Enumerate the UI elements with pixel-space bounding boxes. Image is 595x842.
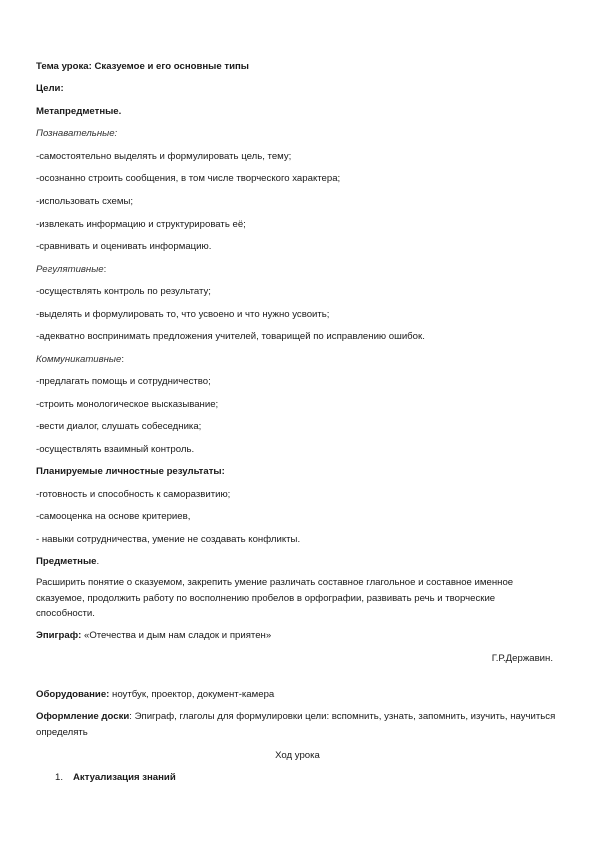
communicative-item: -вести диалог, слушать собеседника; [36, 421, 202, 432]
communicative-heading-text: Коммуникативные [36, 354, 122, 365]
regulatory-heading-text: Регулятивные [36, 264, 104, 275]
communicative-item: -осуществлять взаимный контроль. [36, 444, 195, 455]
lesson-flow-heading: Ход урока [275, 750, 320, 761]
communicative-heading-suffix: : [121, 354, 124, 365]
epigraph-label: Эпиграф: [36, 630, 82, 641]
step-title: Актуализация знаний [73, 772, 176, 783]
meta-heading: Метапредметные. [36, 106, 122, 117]
communicative-heading [36, 354, 124, 366]
regulatory-item: -осуществлять контроль по результату; [36, 286, 211, 297]
epigraph-text: «Отечества и дым нам сладок и приятен» [81, 630, 272, 641]
board-design [36, 709, 556, 740]
communicative-item: -строить монологическое высказывание; [36, 399, 219, 410]
regulatory-heading [36, 264, 106, 276]
goals-heading: Цели: [36, 83, 64, 94]
subject-heading-text: Предметные [36, 556, 97, 567]
equipment-label: Оборудование: [36, 689, 110, 700]
regulatory-item: -выделять и формулировать то, что усвоено и что нужно усвоить; [36, 309, 330, 320]
topic-value: Сказуемое и его основные типы [94, 61, 249, 72]
communicative-item: -предлагать помощь и сотрудничество; [36, 376, 211, 387]
board-label: Оформление доски [36, 711, 130, 722]
epigraph-author: Г.Р.Державин. [491, 653, 553, 664]
personal-results-heading: Планируемые личностные результаты: [36, 466, 225, 477]
personal-item: - навыки сотрудничества, умение не создавать конфликты. [36, 534, 301, 545]
equipment [36, 689, 274, 701]
cognitive-item: -извлекать информацию и структурировать её; [36, 219, 246, 230]
cognitive-item: -самостоятельно выделять и формулировать цель, тему; [36, 151, 292, 162]
epigraph [36, 630, 271, 642]
cognitive-heading: Познавательные: [36, 128, 118, 139]
list-item-number: 1. [55, 772, 64, 783]
subject-heading [36, 556, 99, 568]
subject-heading-suffix: . [96, 556, 100, 567]
personal-item: -самооценка на основе критериев, [36, 511, 191, 522]
topic-label: Тема урока: [36, 61, 95, 72]
cognitive-item: -сравнивать и оценивать информацию. [36, 241, 212, 252]
regulatory-heading-suffix: : [103, 264, 107, 275]
personal-item: -готовность и способность к саморазвитию; [36, 489, 231, 500]
equipment-text: ноутбук, проектор, документ-камера [109, 689, 275, 700]
regulatory-item: -адекватно воспринимать предложения учителей, товарищей по исправлению ошибок. [36, 331, 425, 342]
subject-paragraph: Расширить понятие о сказуемом, закрепить умение различать составное глагольное и составное именное сказуемое, продолжить работу по восполнению пробелов в орфографии, развивать речь и творческие способности. [36, 577, 514, 619]
cognitive-item: -использовать схемы; [36, 196, 134, 207]
cognitive-item: -осознанно строить сообщения, в том числе творческого характера; [36, 173, 341, 184]
lesson-topic [36, 61, 249, 73]
board-text: : Эпиграф, глаголы для формулировки цели: вспомнить, узнать, запомнить, изучить, научиться определять [36, 711, 556, 738]
